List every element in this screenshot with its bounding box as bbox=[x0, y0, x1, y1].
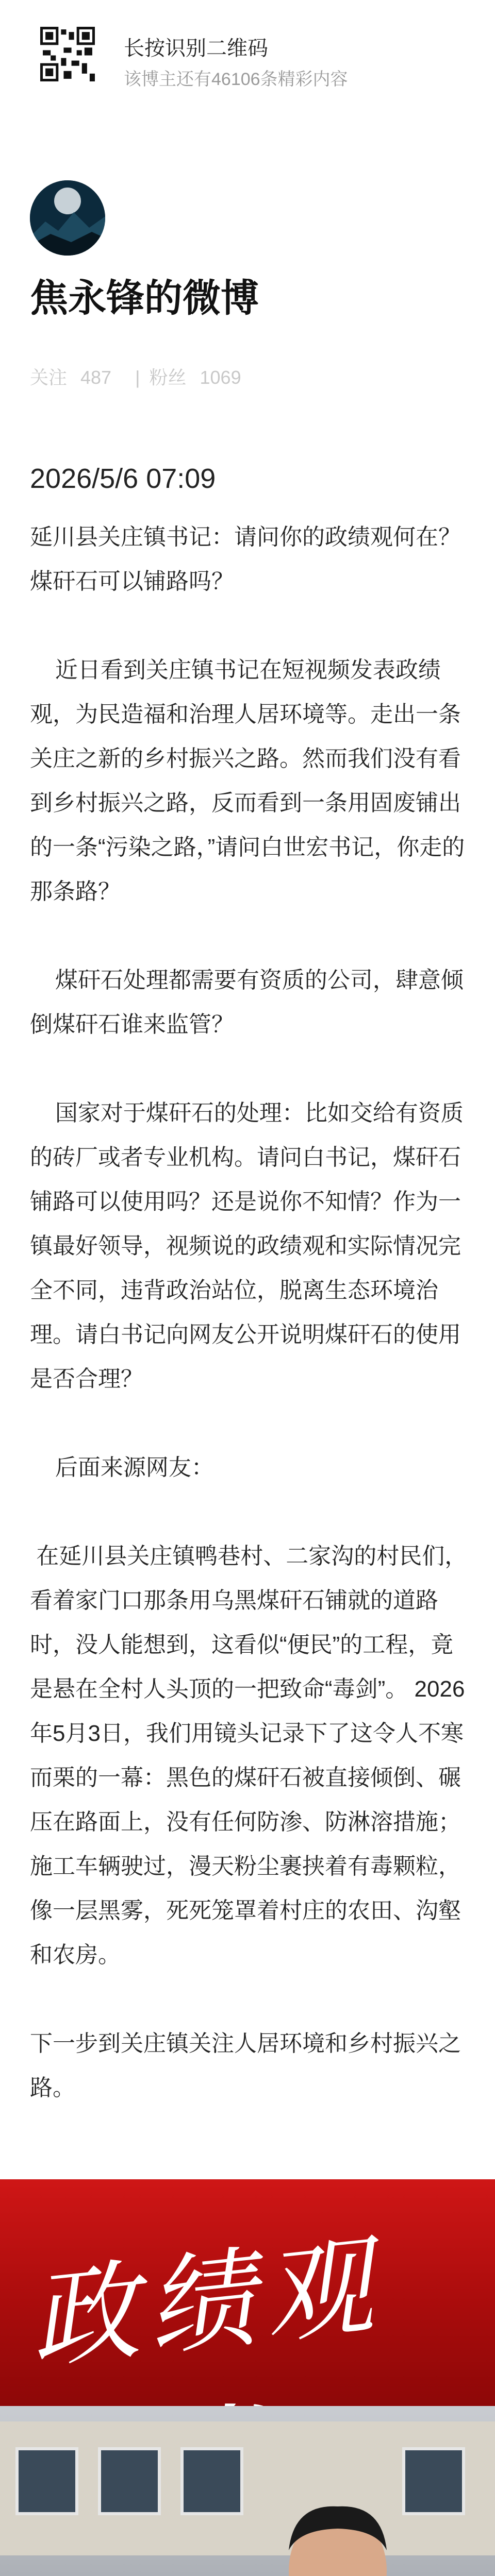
post-paragraph: 在延川县关庄镇鸭巷村、二家沟的村民们，看着家门口那条用乌黑煤矸石铺就的道路时，没人能想到，这看似“便民”的工程，竟是悬在全村人头顶的一把致命“毒剑”。 2026年5月3日，我们用镜头记录下了这令人不寒而栗的一幕：黑色的煤矸石被直接倾倒、碾压在路面上，没有任何防渗、防淋溶措施；施工车辆驶过，漫天粉尘裹挟着有毒颗粒，像一层黑雾，死死笼罩着村庄的农田、沟壑和农房。 bbox=[30, 1544, 468, 1968]
post-paragraph: 煤矸石处理都需要有资质的公司，肆意倾倒煤矸石谁来监管？ bbox=[30, 968, 464, 1037]
post-paragraph: 后面来源网友： bbox=[30, 1455, 214, 1480]
follow-label: 关注 bbox=[30, 367, 68, 388]
post-paragraph: 延川县关庄镇书记：请问你的政绩观何在？煤矸石可以铺路吗？ bbox=[30, 524, 461, 594]
post-date: 2026/5/6 07:09 bbox=[30, 463, 216, 494]
follow-count: 487 bbox=[80, 367, 112, 388]
fans-count: 1069 bbox=[200, 367, 241, 388]
window bbox=[15, 2447, 78, 2515]
post-body bbox=[30, 515, 473, 2110]
stats-separator: | bbox=[135, 367, 140, 388]
qr-banner bbox=[0, 0, 495, 88]
blog-title[interactable]: 焦永锋的微博 bbox=[30, 277, 259, 319]
banner-title: 长按识别二维码 bbox=[124, 37, 268, 60]
post-paragraph: 近日看到关庄镇书记在短视频发表政绩观，为民造福和治理人居环境等。走出一条关庄之新的乡村振兴之路。然而我们没有看到乡村振兴之路，反而看到一条用固废铺出的一条“污染之路，”请问白世宏书记，你走的那条路？ bbox=[30, 657, 465, 904]
banner-subtitle: 该博主还有46106条精彩内容 bbox=[124, 70, 348, 89]
profile-stats bbox=[30, 363, 255, 389]
window bbox=[98, 2447, 161, 2515]
video-frame-interview[interactable] bbox=[0, 2179, 495, 2576]
interviewee-figure bbox=[227, 2494, 443, 2576]
avatar-image bbox=[30, 180, 105, 256]
post-paragraph: 下一步到关庄镇关注人居环境和乡村振兴之路。 bbox=[30, 2031, 461, 2100]
post-paragraph: 国家对于煤矸石的处理：比如交给有资质的砖厂或者专业机构。请问白书记，煤矸石铺路可以使用吗？还是说你不知情？作为一镇最好领导，视频说的政绩观和实际情况完全不同，违背政治站位，脱离生态环境治理。请白书记向网友公开说明煤矸石的使用是否合理？ bbox=[30, 1100, 464, 1392]
avatar[interactable] bbox=[30, 180, 105, 256]
fans-label: 粉丝 bbox=[149, 367, 187, 388]
qr-code-icon[interactable] bbox=[40, 27, 95, 81]
brush-calligraphy-title: 政绩观读书 bbox=[23, 2222, 388, 2384]
